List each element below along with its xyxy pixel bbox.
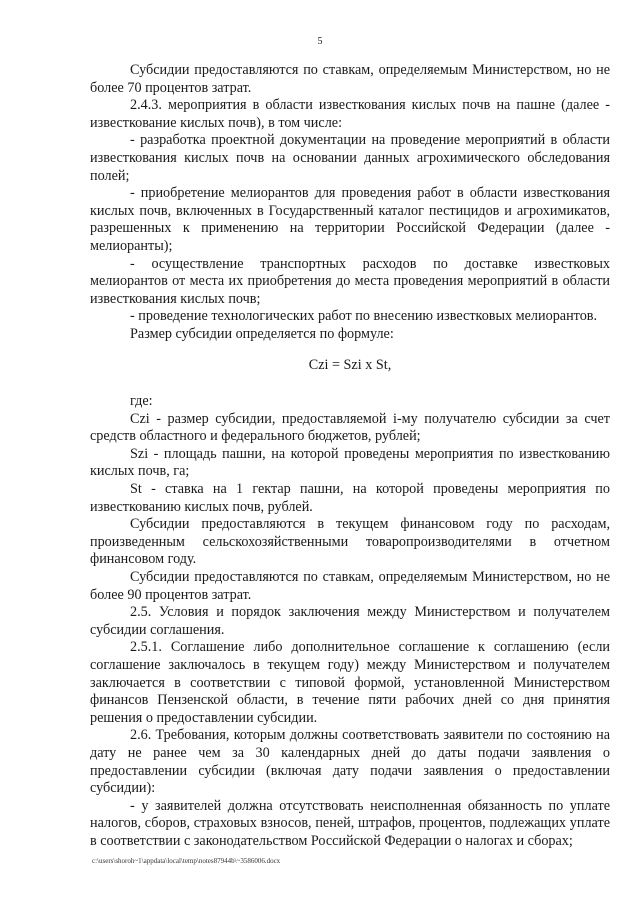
- page-number: 5: [317, 36, 323, 47]
- document-body: [90, 62, 610, 851]
- paragraph: - у заявителей должна отсутствовать неисполненная обязанность по уплате налогов, сборов, страховых взносов, пеней, штрафов, процентов, подлежащих уплате в соответствии с законодательством Российской Федерации о налогах и сборах;: [90, 797, 610, 849]
- paragraph: - приобретение мелиорантов для проведения работ в области известкования кислых почв, включенных в Государственный каталог пестицидов и агрохимикатов, разрешенных к применению на территории Российской Федерации (далее - мелиоранты);: [90, 185, 610, 254]
- paragraph: где:: [130, 393, 153, 410]
- paragraph: Czi - размер субсидии, предоставляемой i-му получателю субсидии за счет средств областного и федерального бюджетов, рублей;: [90, 410, 610, 445]
- paragraph: St - ставка на 1 гектар пашни, на которой проведены мероприятия по известкованию кислых почв, рублей.: [90, 481, 610, 515]
- paragraph: Субсидии предоставляются в текущем финансовом году по расходам, произведенным сельскохозяйственными товаропроизводителями в отчетном финансовом году.: [90, 516, 610, 568]
- paragraph: 2.5. Условия и порядок заключения между Министерством и получателем субсидии соглашения.: [90, 604, 610, 638]
- file-path-footer: c:\users\shoroh~1\appdata\local\temp\notes87944b\~3586006.docx: [92, 857, 281, 865]
- paragraph: Субсидии предоставляются по ставкам, определяемым Министерством, но не более 70 процентов затрат.: [90, 62, 610, 96]
- paragraph: 2.5.1. Соглашение либо дополнительное соглашение к соглашению (если соглашение заключалось в текущем году) между Министерством и получателем заключается в соответствии с типовой формой, установленной Министерством финансов Пензенской области, в течение пяти рабочих дней со дня принятия решения о предоставлении субсидии.: [90, 639, 610, 726]
- paragraph: Szi - площадь пашни, на которой проведены мероприятия по известкованию кислых почв, га;: [90, 445, 610, 480]
- paragraph: 2.4.3. мероприятия в области известкования кислых почв на пашне (далее - известкование кислых почв), в том числе:: [90, 97, 610, 131]
- subsidy-formula: Czi = Szi x St,: [308, 356, 392, 373]
- paragraph: - осуществление транспортных расходов по доставке известковых мелиорантов от места их приобретения до места проведения мероприятий в области известкования кислых почв;: [90, 255, 610, 307]
- paragraph: - разработка проектной документации на проведение мероприятий в области известкования кислых почв на основании данных агрохимического обследования полей;: [90, 132, 610, 184]
- paragraph: Размер субсидии определяется по формуле:: [130, 325, 394, 342]
- paragraph: 2.6. Требования, которым должны соответствовать заявители по состоянию на дату не ранее чем за 30 календарных дней до даты подачи заявления о предоставлении субсидии (включая дату подачи заявления о предоставлении субсидии):: [90, 727, 610, 797]
- paragraph: Субсидии предоставляются по ставкам, определяемым Министерством, но не более 90 процентов затрат.: [90, 569, 610, 603]
- paragraph: - проведение технологических работ по внесению известковых мелиорантов.: [130, 308, 598, 325]
